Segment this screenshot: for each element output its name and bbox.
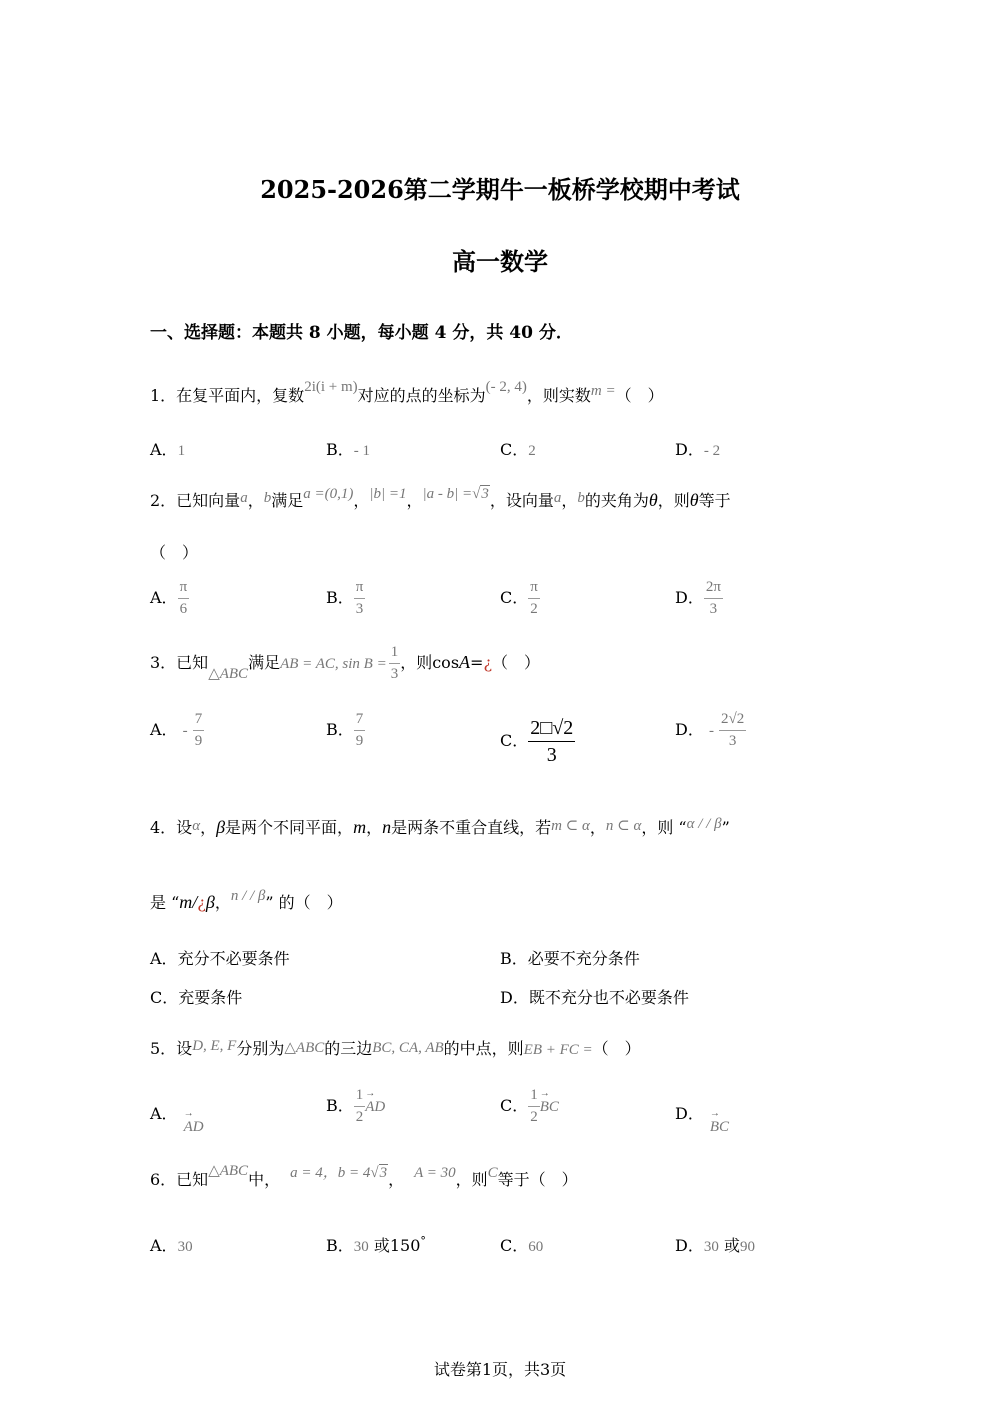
question-1 — [150, 379, 664, 406]
q1-complex: 2i(i + m) — [304, 379, 358, 395]
q1-text: 1．在复平面内，复数 — [150, 386, 305, 405]
question-4: 4．设α，β是两个不同平面，m，n是两条不重合直线，若m ⊂ α，n ⊂ α，则 “α / / β” — [150, 816, 730, 837]
q2-paren: （ ） — [150, 543, 199, 562]
page-footer: 试卷第1页，共3页 — [433, 1360, 567, 1379]
q6-sides: a = 4，b = 4√3 — [290, 1165, 388, 1181]
q5-option-c: C． $\frac{1}{2}$ → BC — [500, 1088, 559, 1125]
section-heading: 一、选择题：本题共 8 小题，每小题 4 分，共 40 分． — [150, 323, 573, 343]
q2-option-a: A． $\frac{\pi}{6}$ — [150, 579, 188, 617]
q3-condition: AB = AC, sin B = — [280, 656, 387, 672]
exam-subtitle: 高一数学 — [452, 247, 548, 276]
q2-option-c: C． $\frac{\pi}{2}$ — [500, 579, 538, 617]
q5-option-b: B． $\frac{1}{2}$ → AD — [326, 1088, 385, 1125]
q2-cond-3: |a - b| =√3 — [422, 486, 489, 502]
q3-option-c: C． $\frac{2□√2}{3}$ — [500, 717, 574, 766]
q1-point: (- 2, 4) — [485, 379, 527, 395]
q4-option-c: C．充要条件 — [150, 988, 243, 1007]
q4-option-a: A．充分不必要条件 — [150, 949, 290, 968]
q2-option-b: B． $\frac{\pi}{3}$ — [326, 579, 364, 617]
question-4-line2: 是 “m/¿β，n / / β” 的（ ） — [150, 888, 343, 912]
question-5: 5．设D, E, F分别为△ABC的三边BC, CA, AB的中点，则EB + FC =（ ） — [150, 1038, 641, 1058]
question-2: 2．已知向量a，b满足a =(0,1)，|b| =1，|a - b| =√3，设向量a，b的夹角为θ，则θ等于 — [150, 486, 731, 510]
q2-cond-2: |b| =1 — [369, 486, 407, 502]
q1-option-b: B．- 1 — [326, 440, 371, 459]
q4-option-b: B．必要不充分条件 — [500, 949, 640, 968]
q1-option-a: A．1 — [150, 440, 186, 459]
q2-vec-b: b — [263, 490, 272, 506]
q1-text: 对应的点的坐标为 — [357, 386, 486, 405]
exam-title: 2025-2026第二学期牛一板桥学校期中考试 — [260, 175, 740, 204]
q3-option-d: D． - $\frac{2√2}{3}$ — [675, 711, 745, 749]
q6-option-c: C．60 — [500, 1236, 544, 1255]
q2-cond-1: a =(0,1) — [303, 486, 354, 502]
question-6: 6．已知△ABC中， a = 4，b = 4√3， A = 30，则C等于（ ） — [150, 1163, 578, 1189]
q4-option-d: D．既不充分也不必要条件 — [500, 988, 689, 1007]
q1-text: ，则实数 — [526, 386, 591, 405]
q3-option-b: B． $\frac{7}{9}$ — [326, 711, 364, 749]
q1-m: m = — [590, 383, 616, 399]
q2-option-d: D． $\frac{2\pi}{3}$ — [675, 579, 721, 617]
q3-triangle: △ABC — [208, 666, 249, 682]
question-3: 3．已知△ABC满足AB = AC, sin B = $\frac{1}{3}$ ，则cosA=¿（ ） — [150, 644, 541, 682]
q6-option-b: B．30 或150° — [326, 1234, 426, 1255]
q2-theta: θ — [648, 490, 658, 510]
q6-option-d: D．30 或90 — [675, 1236, 755, 1255]
q1-option-d: D．- 2 — [675, 440, 721, 459]
q5-option-a: A．→ AD — [150, 1101, 204, 1124]
q1-paren: （ ） — [615, 386, 664, 405]
q3-option-a: A． - $\frac{7}{9}$ — [150, 711, 203, 749]
q2-text: 2．已知向量 — [150, 491, 241, 510]
q5-option-d: D．→ BC — [675, 1101, 729, 1124]
q6-option-a: A．30 — [150, 1236, 193, 1255]
q1-option-c: C．2 — [500, 440, 536, 459]
q2-vec-a: a — [240, 490, 248, 506]
